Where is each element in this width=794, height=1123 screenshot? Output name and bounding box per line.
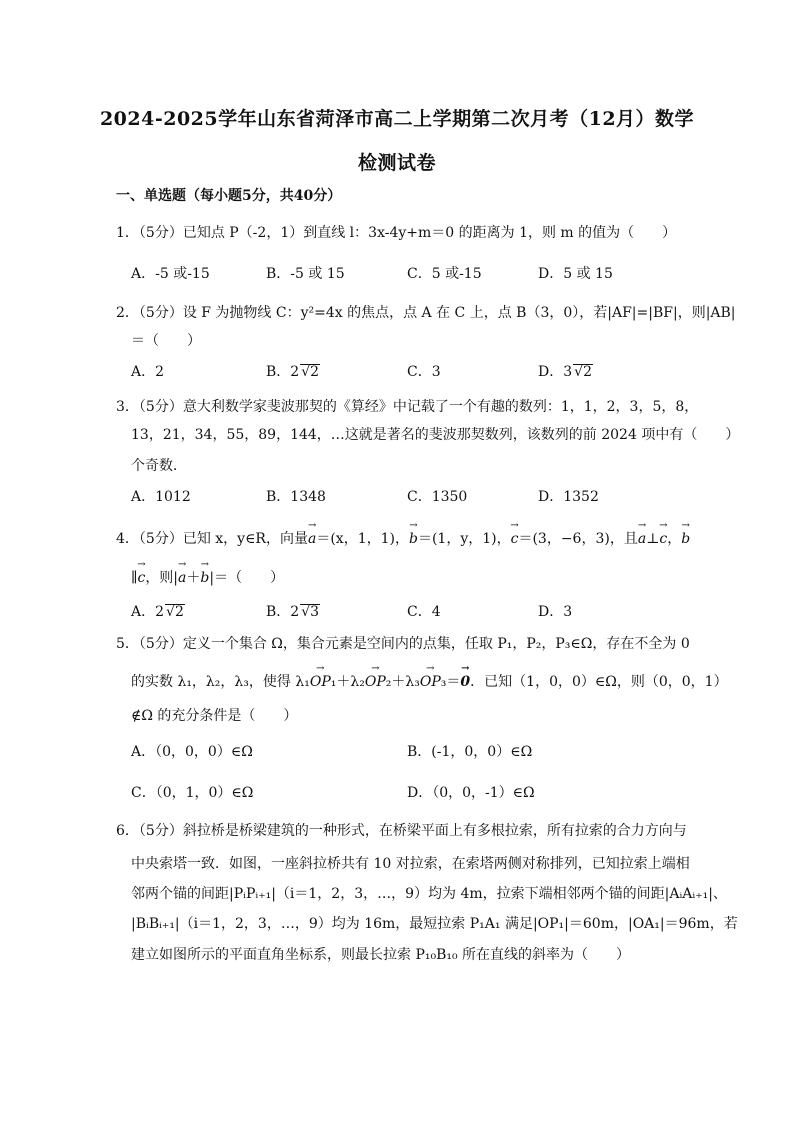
vector-op3: → OP: [420, 674, 441, 690]
question-4-option-a: A．2 √2: [131, 604, 184, 620]
question-1-option-c: C．5 或-15: [407, 266, 482, 282]
question-6-line-5: 建立如图所示的平面直角坐标系，则最长拉索 P₁₀B₁₀ 所在直线的斜率为（ ）: [131, 947, 631, 963]
question-4-stem-continued: ∥→ c，则|→ a＋→ b|＝（ ）: [131, 567, 284, 587]
question-1-stem: 1．（5分）已知点 P（-2，1）到直线 l：3x-4y+m＝0 的距离为 1，则 m 的值为（ ）: [116, 225, 677, 241]
question-3-option-a: A．1012: [131, 489, 191, 505]
question-4-stem: 4．（5分）已知 x，y∈R，向量→ a＝(x，1，1)，→ b＝(1，y，1)，→ c＝(3，−6，3)，且→ a⊥→ c，→ b: [116, 528, 690, 548]
question-6-line-4: |BᵢBᵢ₊₁|（i＝1，2，3，…，9）均为 16m，最短拉索 P₁A₁ 满足|OP₁|＝60m，|OA₁|＝96m，若: [131, 916, 738, 932]
question-5-option-b: B．(-1，0，0）∈Ω: [407, 744, 533, 760]
question-2-option-c: C．3: [407, 364, 441, 380]
section-heading: 一、单选题（每小题5分，共40分）: [116, 188, 342, 204]
vector-b: → b: [200, 570, 209, 586]
question-3-option-c: C．1350: [407, 489, 468, 505]
exam-title-line2: 检测试卷: [357, 152, 436, 174]
sqrt-radical: √2: [166, 604, 184, 620]
vector-c: → c: [659, 531, 667, 547]
question-5-option-c: C．（0，1，0）∈Ω: [131, 785, 254, 801]
vector-b: → b: [409, 531, 418, 547]
question-2-stem-continued: ＝（ ）: [131, 333, 201, 349]
vector-c: → c: [137, 570, 145, 586]
sqrt-radical: √2: [574, 364, 592, 380]
vector-c: → c: [511, 531, 519, 547]
question-6-line-2: 中央索塔一致．如图，一座斜拉桥共有 10 对拉索，在索塔两侧对称排列，已知拉索上端相: [131, 856, 690, 872]
question-5-stem-continued: 的实数 λ₁，λ₂，λ₃，使得 λ₁→ OP₁＋λ₂→ OP₂＋λ₃→ OP₃＝→ 0．已知（1，0，0）∈Ω，则（0，0，1）: [131, 671, 728, 691]
question-3-stem: 3．（5分）意大利数学家斐波那契的《算经》中记载了一个有趣的数列：1，1，2，3，5，8，: [116, 399, 699, 415]
sqrt-radical: √2: [301, 364, 320, 380]
question-3-option-d: D．1352: [538, 489, 599, 505]
question-3-option-b: B．1348: [266, 489, 326, 505]
vector-op2: → OP: [365, 674, 386, 690]
question-2-option-d: D．3 √2: [538, 364, 592, 380]
question-5-option-a: A．（0，0，0）∈Ω: [131, 744, 253, 760]
question-1-option-b: B．-5 或 15: [266, 266, 345, 282]
question-4-option-c: C．4: [407, 604, 441, 620]
sqrt-radical: √3: [301, 604, 320, 620]
question-4-option-d: D．3: [538, 604, 573, 620]
question-2-option-b: B．2 √2: [266, 364, 320, 380]
vector-op1: → OP: [310, 674, 331, 690]
vector-b: → b: [681, 531, 690, 547]
vector-a: → a: [178, 570, 186, 586]
vector-a: → a: [638, 531, 646, 547]
question-3-stem-continued: 13，21，34，55，89，144，…这就是著名的斐波那契数列，该数列的前 2024 项中有（ ）: [131, 427, 740, 443]
question-1-option-d: D．5 或 15: [538, 266, 613, 282]
question-5-stem: 5．（5分）定义一个集合 Ω，集合元素是空间内的点集，任取 P₁，P₂，P₃∈Ω，存在不全为 0: [116, 636, 690, 652]
question-6-line-3: 邻两个锚的间距|PᵢPᵢ₊₁|（i＝1，2，3，…，9）均为 4m，拉索下端相邻两个锚的间距|AᵢAᵢ₊₁|、: [131, 886, 727, 902]
zero-vector: → 0: [460, 674, 470, 690]
question-6-line-1: 6．（5分）斜拉桥是桥梁建筑的一种形式，在桥梁平面上有多根拉索，所有拉索的合力方向与: [116, 823, 687, 839]
question-2-stem: 2．（5分）设 F 为抛物线 C：y²=4x 的焦点，点 A 在 C 上，点 B（3，0），若|AF|=|BF|，则|AB|: [116, 305, 736, 321]
question-5-stem-end: ∉Ω 的充分条件是（ ）: [131, 708, 298, 724]
question-3-stem-end: 个奇数．: [131, 458, 187, 474]
question-2-option-a: A．2: [131, 364, 165, 380]
question-1-option-a: A．-5 或-15: [131, 266, 210, 282]
vector-a: → a: [308, 531, 316, 547]
exam-title-line1: 2024-2025学年山东省菏泽市高二上学期第二次月考（12月）数学: [99, 108, 695, 130]
question-5-option-d: D．（0，0，-1）∈Ω: [407, 785, 535, 801]
question-4-option-b: B．2 √3: [266, 604, 320, 620]
